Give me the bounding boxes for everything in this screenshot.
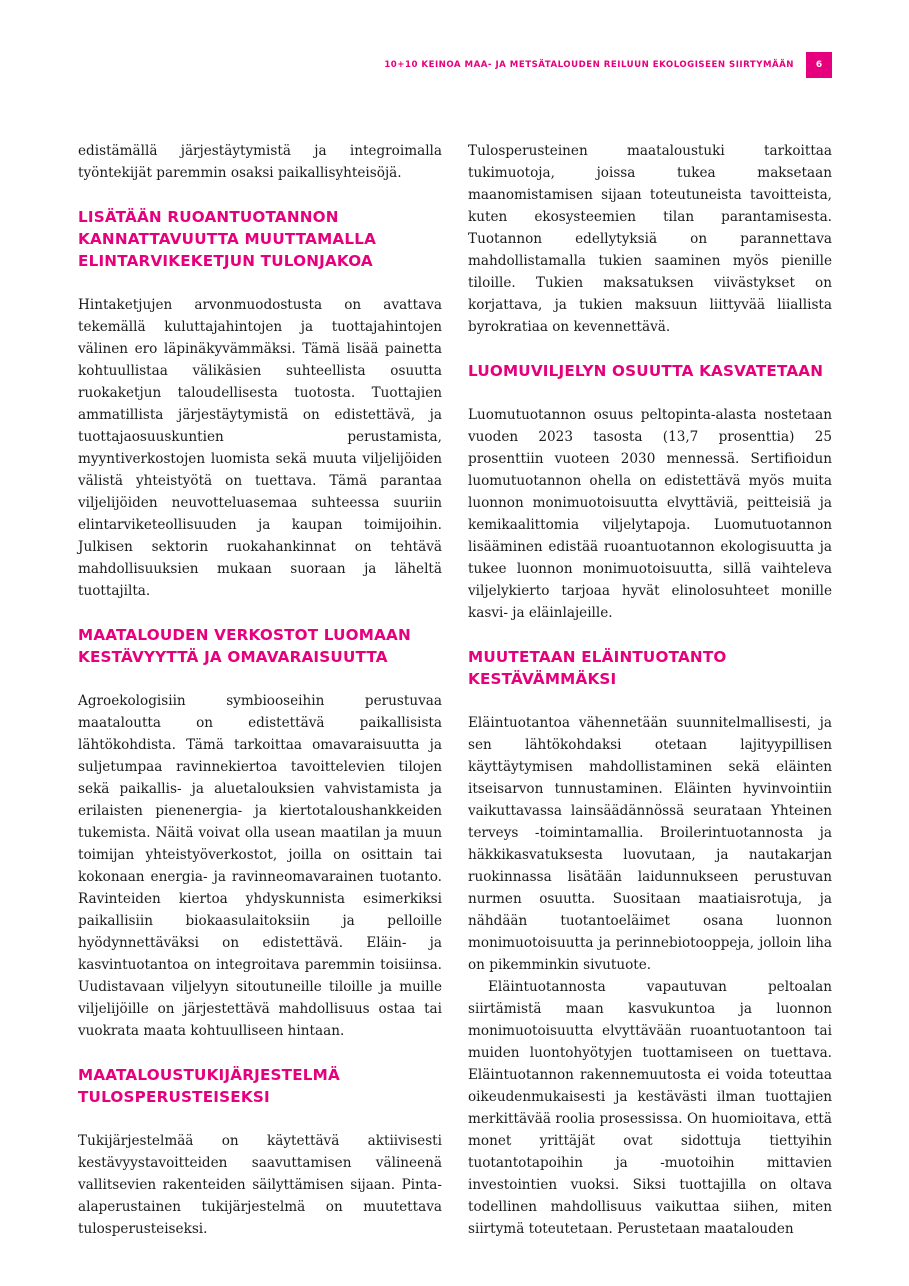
body-paragraph: Eläintuotantoa vähennetään suunnitelmallisesti, ja sen lähtökohdaksi otetaan lajityypillisen käyttäytymisen mahdollistaminen sekä eläinten itseisarvon tunnustaminen. Eläinten hyvinvointiin vaikuttavassa lainsäädännössä seurataan Yhteinen terveys -toimintamallia. Broilerintuotannosta ja häkkikasvatuksesta luovutaan, ja nautakarjan ruokinnassa lisätään laidunnukseen perustuvan nurmen osuutta. Suositaan maatiaisrotuja, ja nähdään tuotantoeläimet osana luonnon monimuotoisuutta ja perinnebiotooppeja, jolloin liha on pikemminkin sivutuote.: [468, 715, 832, 973]
body-paragraph: Tukijärjestelmää on käytettävä aktiivisesti kestävyystavoitteiden saavuttamisen välineenä vallitsevien rakenteiden säilyttämisen sijaan. Pinta-alaperustainen tukijärjestelmä on muutettava tulosperusteiseksi.: [78, 1133, 442, 1237]
section-heading: LISÄTÄÄN RUOANTUOTANNON KANNATTAVUUTTA MUUTTAMALLA ELINTARVIKEKETJUN TULONJAKOA: [78, 208, 377, 270]
section-heading: MAATALOUSTUKIJÄRJESTELMÄ TULOSPERUSTEISEKSI: [78, 1066, 340, 1106]
header-title: 10+10 KEINOA MAA- JA METSÄTALOUDEN REILUUN EKOLOGISEEN SIIRTYMÄÄN: [384, 60, 794, 70]
body-paragraph: Tulosperusteinen maataloustuki tarkoittaa tukimuotoja, joissa tukea maksetaan maanomistamisen sijaan toteutuneista tavoitteista, kuten ekosysteemien tilan parantamisesta. Tuotannon edellytyksiä on parannettava mahdollistamalla tukien saaminen myös pienille tiloille. Tukien maksatuksen viivästykset on korjattava, ja tukien maksuun liittyvää liiallista byrokratiaa on kevennettävä.: [468, 143, 832, 335]
page-number: 6: [806, 52, 832, 78]
body-paragraph: Hintaketjujen arvonmuodostusta on avattava tekemällä kuluttajahintojen ja tuottajahintojen välinen ero läpinäkyvämmäksi. Tämä lisää painetta kohtuullistaa välikäsien suhteellista osuutta ruokaketjun taloudellisesta tuotosta. Tuottajien ammatillista järjestäytymistä on edistettävä, ja tuottajaosuuskuntien perustamista, myyntiverkostojen luomista sekä muuta viljelijöiden välistä yhteistyötä on tuettava. Tämä parantaa viljelijöiden neuvotteluasemaa suhteessa suuriin elintarviketeollisuuden ja kaupan toimijoihin. Julkisen sektorin ruokahankinnat on tehtävä mahdollisuuksien mukaan suoraan ja läheltä tuottajilta.: [78, 297, 442, 599]
running-header: [384, 52, 832, 78]
section-heading: MUUTETAAN ELÄINTUOTANTO KESTÄVÄMMÄKSI: [468, 648, 727, 688]
section-heading: MAATALOUDEN VERKOSTOT LUOMAAN KESTÄVYYTTÄ JA OMAVARAISUUTTA: [78, 626, 411, 666]
right-column: [468, 140, 832, 1240]
left-column: [78, 140, 442, 1240]
body-paragraph: Agroekologisiin symbiooseihin perustuvaa maataloutta on edistettävä paikallisista lähtökohdista. Tämä tarkoittaa omavaraisuutta ja suljetumpaa ravinnekiertoa tavoittelevien tilojen sekä paikallis- ja aluetalouksien vahvistamista ja erilaisten pienenergia- ja kiertotaloushankkeiden tukemista. Näitä voivat olla usean maatilan ja muun toimijan yhteistyöverkostot, joilla on osittain tai kokonaan energia- ja ravinneomavarainen tuotanto. Ravinteiden kiertoa yhdyskunnista esimerkiksi paikallisiin biokaasulaitoksiin ja pelloille hyödynnettäväksi on edistettävä. Eläin- ja kasvintuotantoa on integroitava paremmin toisiinsa. Uudistavaan viljelyyn sitoutuneille tiloille ja muille viljelijöille on järjestettävä mahdollisuus ostaa tai vuokrata maata kohtuulliseen hintaan.: [78, 693, 442, 1039]
body-paragraph: Eläintuotannosta vapautuvan peltoalan siirtämistä maan kasvukuntoa ja luonnon monimuotoisuutta elvyttävään ruoantuotantoon tai muiden luontohyötyjen tuottamiseen on tuettava. Eläintuotannon rakennemuutosta ei voida toteuttaa oikeudenmukaisesti ja kestävästi ilman tuottajien merkittävää roolia prosessissa. On huomioitava, että monet yrittäjät ovat sidottuja tiettyihin tuotantotapoihin ja -muotoihin mittavien investointien vuoksi. Siksi tuottajilla on oltava todellinen mahdollisuus vaikuttaa siihen, miten siirtymä toteutetaan. Perustetaan maatalouden: [468, 979, 832, 1237]
body-paragraph: Luomutuotannon osuus peltopinta-alasta nostetaan vuoden 2023 tasosta (13,7 prosenttia) 25 prosenttiin vuoteen 2030 mennessä. Sertifioidun luomutuotannon ohella on edistettävä myös muita luonnon monimuotoisuutta elvyttäviä, peitteisiä ja kemikaalittomia viljelytapoja. Luomutuotannon lisääminen edistää ruoantuotannon ekologisuutta ja tukee luonnon monimuotoisuutta, sillä vaihteleva viljelykierto tarjoaa hyvät elinolosuhteet monille kasvi- ja eläinlajeille.: [468, 407, 832, 621]
body-paragraph: edistämällä järjestäytymistä ja integroimalla työntekijät paremmin osaksi paikallisyhteisöjä.: [78, 143, 442, 181]
section-heading: LUOMUVILJELYN OSUUTTA KASVATETAAN: [468, 362, 824, 380]
